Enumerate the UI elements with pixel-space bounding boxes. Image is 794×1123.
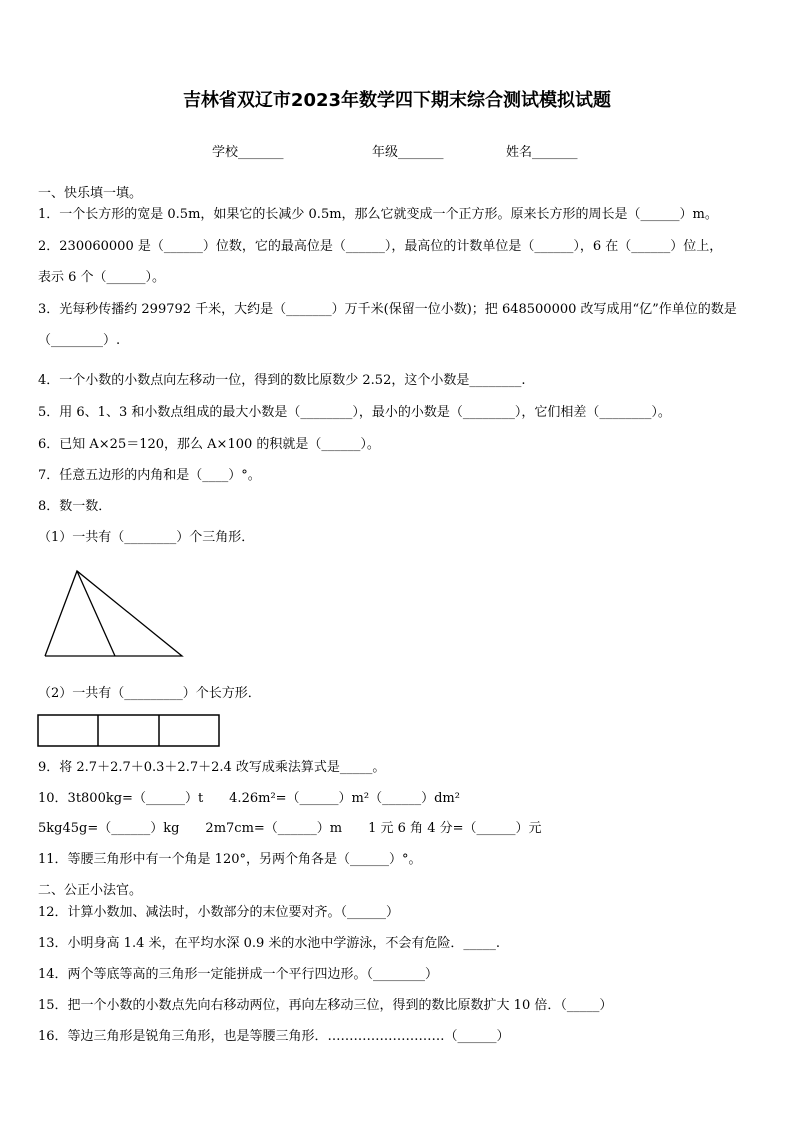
question-13: 13．小明身高 1.4 米，在平均水深 0.9 米的水池中学游泳，不会有危险．_____.	[38, 936, 501, 951]
question-8: 8．数一数．	[38, 499, 112, 514]
rectangles-figure	[37, 714, 222, 748]
name-field: 姓名_______	[506, 145, 578, 160]
question-6: 6．已知 A×25＝120，那么 A×100 的积就是（______）。	[38, 437, 380, 452]
triangle-figure	[38, 566, 188, 662]
question-10-cont: 5kg45g=（______）kg 2m7cm=（______）m 1 元 6 角 4 分=（______）元	[38, 821, 542, 836]
question-9: 9．将 2.7＋2.7＋0.3＋2.7＋2.4 改写成乘法算式是_____。	[38, 760, 386, 775]
question-12: 12．计算小数加、减法时，小数部分的末位要对齐。（______）	[38, 905, 400, 920]
question-3-cont: （________）.	[38, 333, 121, 348]
question-8-part-2: （2）一共有（_________）个长方形．	[38, 686, 261, 701]
school-field: 学校_______	[212, 145, 284, 160]
question-1: 1．一个长方形的宽是 0.5m，如果它的长减少 0.5m，那么它就变成一个正方形。原来长方形的周长是（______）m。	[38, 207, 718, 222]
question-16: 16．等边三角形是锐角三角形，也是等腰三角形．………………………（______）	[38, 1029, 510, 1044]
question-14: 14．两个等底等高的三角形一定能拼成一个平行四边形。（________）	[38, 967, 439, 982]
question-2: 2．230060000 是（______）位数，它的最高位是（______），最高位的计数单位是（______），6 在（______）位上，	[38, 239, 723, 254]
section-heading-2: 二、公正小法官。	[38, 883, 143, 898]
page-title: 吉林省双辽市2023年数学四下期末综合测试模拟试题	[182, 90, 612, 111]
question-10: 10．3t800kg=（______）t 4.26m²=（______）m²（______）dm²	[38, 791, 460, 806]
question-11: 11．等腰三角形中有一个角是 120°，另两个角各是（______）°。	[38, 852, 422, 867]
question-5: 5．用 6、1、3 和小数点组成的最大小数是（________），最小的小数是（________），它们相差（________）。	[38, 405, 671, 420]
section-heading-1: 一、快乐填一填。	[38, 186, 143, 201]
grade-field: 年级_______	[372, 145, 444, 160]
question-3: 3．光每秒传播约 299792 千米，大约是（_______）万千米(保留一位小数)；把 648500000 改写成用“亿”作单位的数是	[38, 302, 737, 317]
question-4: 4．一个小数的小数点向左移动一位，得到的数比原数少 2.52，这个小数是________.	[38, 373, 526, 388]
question-7: 7．任意五边形的内角和是（____）°。	[38, 468, 261, 483]
question-2-cont: 表示 6 个（______）。	[38, 270, 166, 285]
question-8-part-1: （1）一共有（________）个三角形．	[38, 530, 255, 545]
question-15: 15．把一个小数的小数点先向右移动两位，再向左移动三位，得到的数比原数扩大 10 倍．（_____）	[38, 998, 613, 1013]
